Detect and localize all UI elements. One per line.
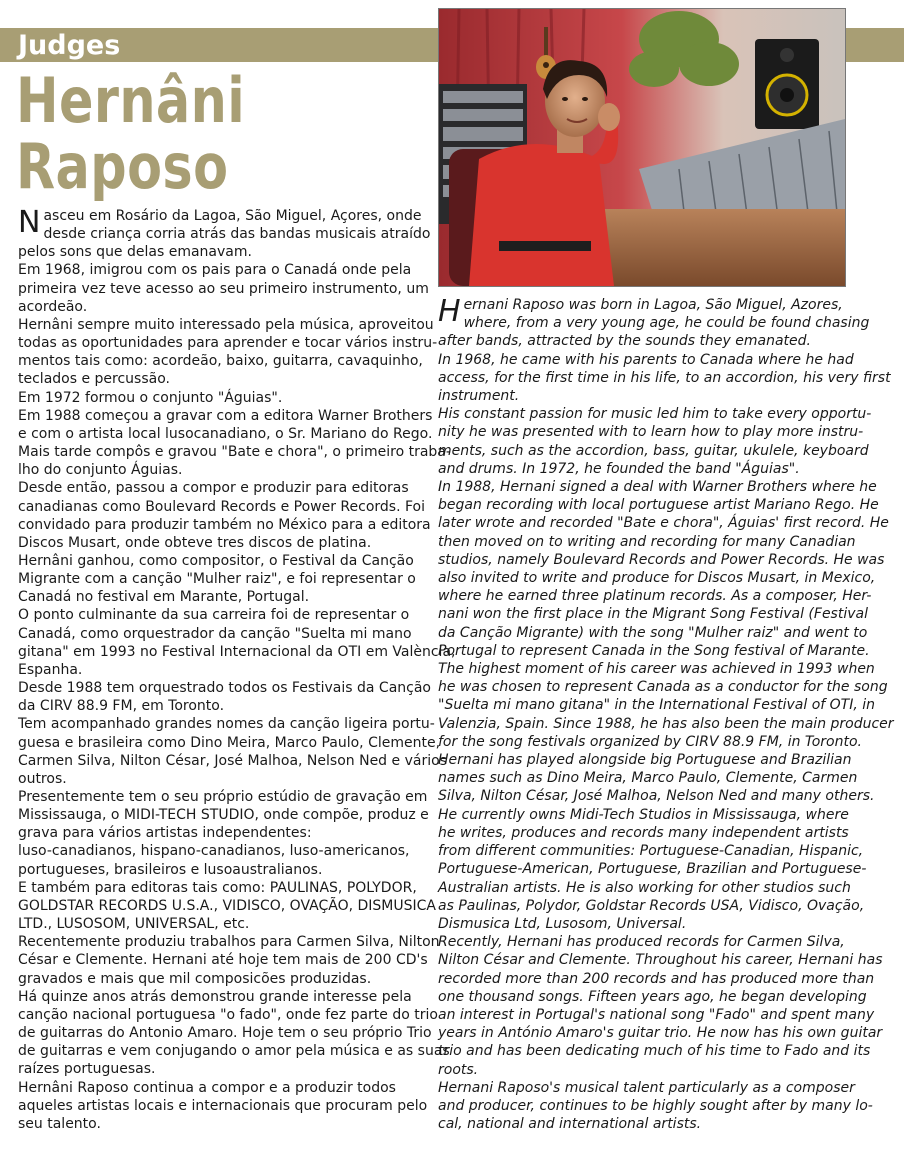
english-line: began recording with local portuguese artist Mariano Rego. He <box>438 497 879 514</box>
english-line: Hernani has played alongside big Portuguese and Brazilian <box>438 752 852 769</box>
english-line: Nilton César and Clemente. Throughout his career, Hernani has <box>438 952 883 969</box>
portuguese-line: E também para editoras tais como: PAULINAS, POLYDOR, <box>18 879 417 896</box>
title-last-name: Raposo <box>16 130 229 203</box>
portuguese-line: grava para vários artistas independentes: <box>18 825 312 842</box>
english-line: as Paulinas, Polydor, Goldstar Records USA, Vidisco, Ovação, <box>438 897 865 914</box>
portuguese-line: Canadá no festival em Marante, Portugal. <box>18 589 310 606</box>
portuguese-line: outros. <box>18 770 67 787</box>
english-line: where he earned three platinum records. As a composer, Her- <box>438 588 872 605</box>
portuguese-line: Em 1988 começou a gravar com a editora Warner Brothers <box>18 407 433 424</box>
english-line: Valenzia, Spain. Since 1988, he has also been the main producer <box>438 715 894 732</box>
english-line: nani won the first place in the Migrant Song Festival (Festival <box>438 606 868 623</box>
section-label: Judges <box>18 30 121 61</box>
english-line: Recently, Hernani has produced records for Carmen Silva, <box>438 934 845 951</box>
english-line: ernani Raposo was born in Lagoa, São Miguel, Azores, <box>463 297 843 313</box>
english-line: Silva, Nilton César, José Malhoa, Nelson Ned and many others. <box>438 788 875 805</box>
portuguese-line: convidado para produzir também no México para a editora <box>18 516 431 533</box>
english-line: Hernani Raposo's musical talent particularly as a composer <box>438 1079 855 1096</box>
portuguese-line: luso-canadianos, hispano-canadianos, luso-americanos, <box>18 843 410 860</box>
portuguese-line: canadianas como Boulevard Records e Power Records. Foi <box>18 498 425 515</box>
portuguese-line: Mississauga, o MIDI-TECH STUDIO, onde compõe, produz e <box>18 807 429 824</box>
portuguese-line: Mais tarde compôs e gravou "Bate e chora", o primeiro traba- <box>18 444 451 461</box>
english-line: later wrote and recorded "Bate e chora", Águias' first record. He <box>438 515 889 532</box>
english-line: after bands, attracted by the sounds they emanated. <box>438 333 811 350</box>
portuguese-line: César e Clemente. Hernani até hoje tem mais de 200 CD's <box>18 952 428 969</box>
english-line: studios, namely Boulevard Records and Power Records. He was <box>438 551 885 568</box>
english-line: Portugal to represent Canada in the Song festival of Marante. <box>438 642 870 659</box>
english-line: from different communities: Portuguese-Canadian, Hispanic, <box>438 843 864 860</box>
portuguese-line: todas as oportunidades para aprender e tocar vários instru- <box>18 335 438 352</box>
portuguese-line: Presentemente tem o seu próprio estúdio de gravação em <box>18 789 428 805</box>
portuguese-dropcap: N <box>18 205 41 240</box>
portuguese-line: mentos tais como: acordeão, baixo, guitarra, cavaquinho, <box>18 353 423 370</box>
portuguese-line: LTD., LUSOSOM, UNIVERSAL, etc. <box>18 916 250 933</box>
portuguese-line: Desde 1988 tem orquestrado todos os Festivais da Canção <box>18 680 431 697</box>
english-line: he was chosen to represent Canada as a conductor for the song <box>438 679 888 696</box>
portuguese-line: Recentemente produziu trabalhos para Carmen Silva, Nilton <box>18 934 440 951</box>
portuguese-line: Hernâni ganhou, como compositor, o Festival da Canção <box>18 552 414 569</box>
portuguese-line: primeira vez teve acesso ao seu primeiro instrumento, um <box>18 280 429 297</box>
english-line: His constant passion for music led him to take every opportu- <box>438 406 872 423</box>
english-line: years in António Amaro's guitar trio. He now has his own guitar <box>438 1025 883 1042</box>
english-line: nity he was presented with to learn how to play more instru- <box>438 424 864 441</box>
page-title <box>16 64 246 203</box>
portuguese-line: canção nacional portuguesa "o fado", onde fez parte do trio <box>18 1006 438 1023</box>
english-dropcap: H <box>438 294 461 329</box>
english-line: ments, such as the accordion, bass, guitar, ukulele, keyboard <box>438 442 869 459</box>
english-line: an interest in Portugal's national song "Fado" and spent many <box>438 1006 875 1023</box>
portuguese-line: de guitarras e vem conjugando o amor pela música e as suas <box>18 1043 450 1060</box>
english-line: he writes, produces and records many independent artists <box>438 824 849 841</box>
portuguese-line: Em 1968, imigrou com os pais para o Canadá onde pela <box>18 262 412 279</box>
portuguese-line: pelos sons que delas emanavam. <box>18 244 252 261</box>
portuguese-line: guesa e brasileira como Dino Meira, Marco Paulo, Clemente, <box>18 734 441 751</box>
english-line: one thousand songs. Fifteen years ago, he began developing <box>438 988 867 1005</box>
portuguese-line: lho do conjunto Águias. <box>18 462 183 479</box>
portuguese-line: GOLDSTAR RECORDS U.S.A., VIDISCO, OVAÇÃO, DISMUSICA <box>18 897 436 914</box>
portuguese-line: acordeão. <box>18 298 88 315</box>
portuguese-line: raízes portuguesas. <box>18 1061 156 1078</box>
portuguese-line: Desde então, passou a compor e produzir para editoras <box>18 480 409 497</box>
english-line: cal, national and international artists. <box>438 1116 702 1133</box>
portuguese-line: Discos Musart, onde obteve tres discos de platina. <box>18 534 372 551</box>
english-line: Australian artists. He is also working for other studios such <box>438 879 851 896</box>
english-line: names such as Dino Meira, Marco Paulo, Clemente, Carmen <box>438 770 858 787</box>
portuguese-line: asceu em Rosário da Lagoa, São Miguel, Açores, onde <box>43 208 422 224</box>
portuguese-line: Hernâni Raposo continua a compor e a produzir todos <box>18 1079 396 1096</box>
portuguese-line: Migrante com a canção "Mulher raiz", e foi representar o <box>18 571 416 588</box>
portuguese-line: aqueles artistas locais e internacionais que procuram pelo <box>18 1097 428 1114</box>
portuguese-line: Espanha. <box>18 661 83 678</box>
studio-photo <box>438 8 846 287</box>
portuguese-line: desde criança corria atrás das bandas musicais atraído <box>43 226 431 243</box>
english-line: access, for the first time in his life, to an accordion, his very first <box>438 369 891 386</box>
english-line: In 1988, Hernani signed a deal with Warner Brothers where he <box>438 479 877 496</box>
portuguese-line: Tem acompanhado grandes nomes da canção ligeira portu- <box>18 716 435 733</box>
portuguese-line: e com o artista local lusocanadiano, o Sr. Mariano do Rego. <box>18 425 433 442</box>
portuguese-line: da CIRV 88.9 FM, em Toronto. <box>18 698 225 715</box>
english-column <box>438 294 894 1133</box>
english-line: and drums. In 1972, he founded the band "Águias". <box>438 460 800 477</box>
portuguese-line: Carmen Silva, Nilton César, José Malhoa, Nelson Ned e vários <box>18 752 447 769</box>
english-line: In 1968, he came with his parents to Canada where he had <box>438 351 854 368</box>
portuguese-column <box>18 205 456 1133</box>
english-line: also invited to write and produce for Discos Musart, in Mexico, <box>438 570 876 587</box>
english-line: Portuguese-American, Portuguese, Brazilian and Portuguese- <box>438 861 867 878</box>
portuguese-line: seu talento. <box>18 1115 101 1132</box>
english-line: recorded more than 200 records and has produced more than <box>438 970 875 987</box>
title-first-name: Hernâni <box>16 64 246 137</box>
portuguese-line: Em 1972 formou o conjunto "Águias". <box>18 389 283 406</box>
english-line: "Suelta mi mano gitana" in the International Festival of OTI, in <box>438 697 876 714</box>
studio-photo-icon <box>439 9 845 286</box>
portuguese-line: gravados e mais que mil composicões produzidas. <box>18 970 372 987</box>
english-line: Dismusica Ltd, Lusosom, Universal. <box>438 915 687 932</box>
portuguese-line: Canadá, como orquestrador da canção "Suelta mi mano <box>18 625 412 642</box>
portuguese-line: teclados e percussão. <box>18 371 170 388</box>
english-line: and producer, continues to be highly sought after by many lo- <box>438 1097 873 1114</box>
english-line: trio and has been dedicating much of his time to Fado and its <box>438 1043 871 1060</box>
portuguese-line: de guitarras do Antonio Amaro. Hoje tem o seu próprio Trio <box>18 1025 432 1042</box>
portuguese-line: O ponto culminante da sua carreira foi de representar o <box>18 607 410 624</box>
english-line: roots. <box>438 1061 479 1078</box>
english-line: He currently owns Midi-Tech Studios in Mississauga, where <box>438 806 849 823</box>
portuguese-line: portugueses, brasileiros e lusoaustralianos. <box>18 861 323 878</box>
english-line: da Canção Migrante) with the song "Mulher raiz" and went to <box>438 624 868 641</box>
english-line: for the song festivals organized by CIRV 88.9 FM, in Toronto. <box>438 733 862 750</box>
portuguese-line: gitana" em 1993 no Festival Internacional da OTI em València, <box>18 643 456 660</box>
english-line: then moved on to writing and recording for many Canadian <box>438 533 856 550</box>
english-line: The highest moment of his career was achieved in 1993 when <box>438 661 875 678</box>
portuguese-line: Hernâni sempre muito interessado pela música, aproveitou <box>18 316 434 333</box>
portuguese-line: Há quinze anos atrás demonstrou grande interesse pela <box>18 988 412 1005</box>
english-line: where, from a very young age, he could be found chasing <box>463 315 870 332</box>
english-line: instrument. <box>438 388 520 405</box>
